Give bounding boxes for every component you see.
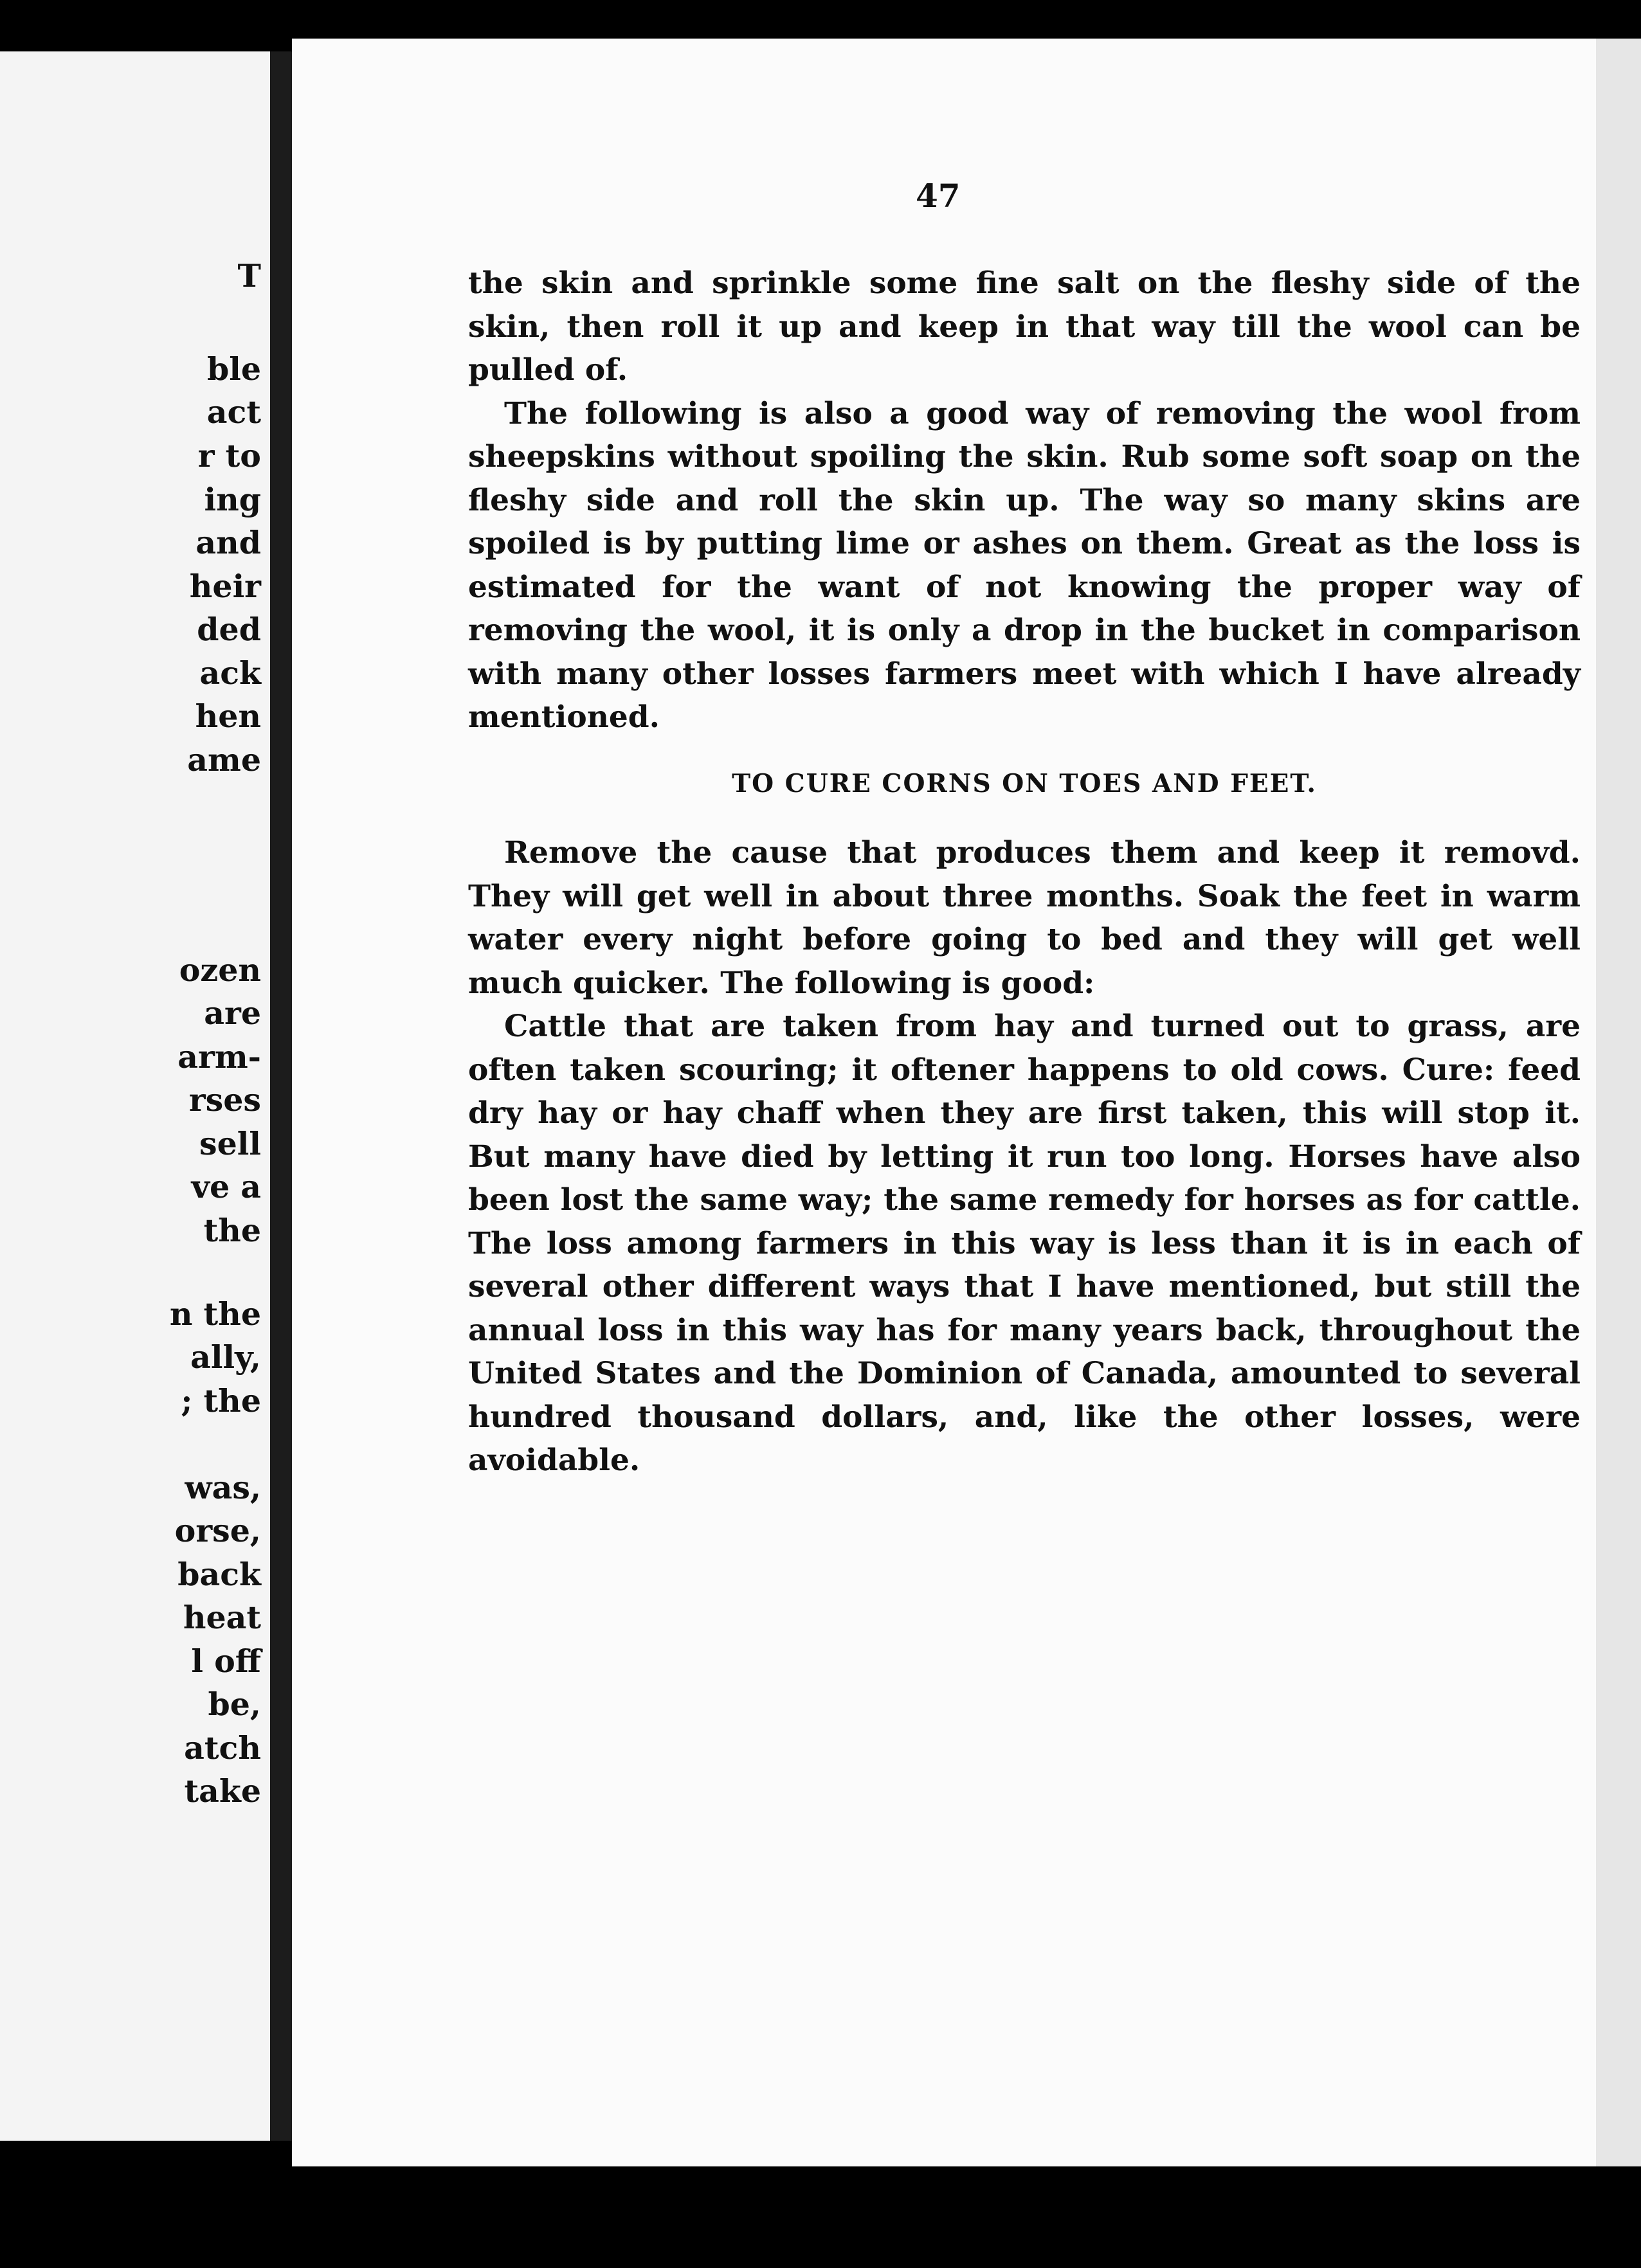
paragraph: the skin and sprinkle some fine salt on the fleshy side of the skin, then roll it up and keep in that way till the wool can be pulled of. (468, 266, 1581, 388)
right-page (292, 39, 1596, 2166)
left-page-fragment: heir (189, 568, 261, 605)
left-page-fragment: arm- (177, 1038, 261, 1076)
left-page-fragment: was, (185, 1469, 261, 1506)
left-page-fragment: and (195, 524, 261, 561)
left-page-fragment: sell (199, 1125, 261, 1162)
body-text (468, 262, 1581, 1482)
left-page-fragment: hen (195, 698, 261, 735)
left-page-fragment: act (206, 393, 261, 431)
left-page-fragment: back (177, 1556, 261, 1593)
left-page-fragment: ack (199, 654, 261, 692)
left-page-fragment: rses (188, 1081, 261, 1119)
left-page-fragment: ing (204, 481, 261, 518)
paragraph: Cattle that are taken from hay and turned out to grass, are often taken scouring; it oftener happens to old cows. Cure: feed dry hay or hay chaff when they are first taken, this will stop it. But many have died by letting it run too long. Horses have also been lost the same way; the same remedy for horses as for cattle. The loss among farmers in this way is less than it is in each of several other different ways that I have mentioned, but still the annual loss in this way has for many years back, throughout the United States and the Dominion of Canada, amounted to several hundred thousand dollars, and, like the other losses, were avoidable. (468, 1009, 1581, 1478)
section-heading: TO CURE CORNS ON TOES AND FEET. (732, 768, 1317, 798)
left-page-fragment: ve a (191, 1168, 261, 1205)
left-page-fragment: ; the (181, 1382, 261, 1419)
left-page-fragment: take (184, 1772, 261, 1810)
left-page-fragment: orse, (174, 1512, 261, 1549)
left-page-fragment: r to (197, 437, 261, 474)
left-page-fragment: T (237, 257, 261, 294)
left-page (0, 51, 270, 2141)
left-page-fragment: l off (191, 1643, 261, 1680)
left-page-fragment: ble (206, 350, 261, 388)
paragraph: The following is also a good way of removing the wool from sheepskins without spoiling the skin. Rub some soft soap on the fleshy side and roll the skin up. The way so many skins are spoiled is by putting lime or ashes on them. Great as the loss is estimated for the want of not knowing the proper way of removing the wool, it is only a drop in the bucket in comparison with many other losses farmers meet with which I have already mentioned. (468, 395, 1581, 735)
page-edge (1596, 39, 1641, 2166)
left-page-fragment: heat (183, 1599, 261, 1636)
left-page-fragment: ame (187, 741, 261, 779)
page-gutter (270, 51, 292, 2141)
left-page-fragment: the (203, 1212, 261, 1249)
left-page-fragment: ded (197, 611, 261, 648)
left-page-fragment: be, (208, 1686, 261, 1723)
page-number: 47 (916, 177, 961, 215)
left-page-fragment: ally, (190, 1338, 261, 1376)
left-page-fragment: ozen (179, 951, 261, 989)
left-page-fragment: are (204, 995, 261, 1032)
paragraph: Remove the cause that produces them and keep it removd. They will get well in about three months. Soak the feet in warm water every night before going to bed and they will get well much quicker. The following is good: (468, 835, 1581, 1001)
left-page-fragment: atch (184, 1729, 261, 1767)
left-page-fragment: n the (169, 1295, 261, 1333)
